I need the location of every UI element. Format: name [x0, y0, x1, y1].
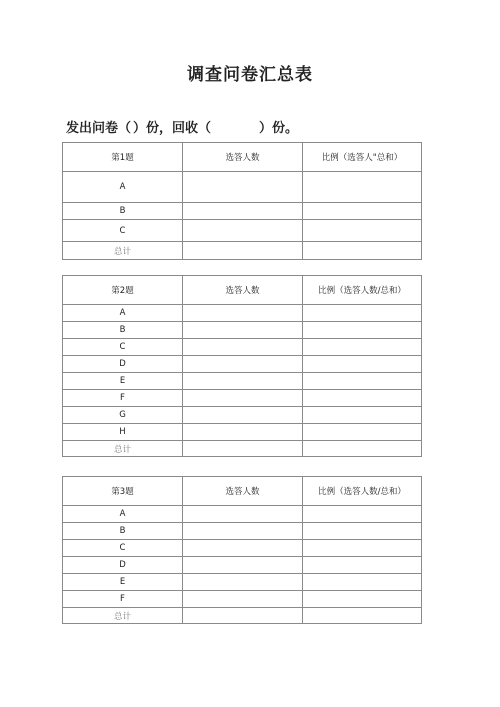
respondents-header: 选答人数	[183, 477, 303, 506]
ratio-cell[interactable]	[303, 356, 422, 373]
table-row	[63, 220, 422, 242]
respondents-cell[interactable]	[183, 373, 303, 390]
respondents-cell[interactable]	[183, 591, 303, 608]
ratio-header: 比例（选答人"总和）	[303, 143, 422, 172]
ratio-cell[interactable]	[303, 424, 422, 441]
question-3-table	[62, 476, 422, 624]
option-label: D	[63, 356, 183, 373]
option-label: G	[63, 407, 183, 424]
respondents-cell[interactable]	[183, 203, 303, 220]
respondents-cell[interactable]	[183, 322, 303, 339]
ratio-cell[interactable]	[303, 373, 422, 390]
question-label: 第2题	[63, 276, 183, 305]
table-row	[63, 172, 422, 203]
ratio-cell[interactable]	[303, 407, 422, 424]
option-label: F	[63, 591, 183, 608]
option-label: C	[63, 339, 183, 356]
option-label: H	[63, 424, 183, 441]
table-row	[63, 591, 422, 608]
option-label: E	[63, 373, 183, 390]
ratio-cell[interactable]	[303, 220, 422, 242]
option-label: F	[63, 390, 183, 407]
table-row	[63, 356, 422, 373]
table-row	[63, 506, 422, 523]
option-label: D	[63, 557, 183, 574]
ratio-cell[interactable]	[303, 523, 422, 540]
table-row	[63, 523, 422, 540]
respondents-cell[interactable]	[183, 523, 303, 540]
question-label: 第3题	[63, 477, 183, 506]
table-header-row	[63, 276, 422, 305]
respondents-cell[interactable]	[183, 305, 303, 322]
respondents-cell[interactable]	[183, 540, 303, 557]
question-2-table	[62, 275, 422, 457]
total-label: 总计	[63, 441, 183, 457]
ratio-header: 比例（选答人数/总和）	[303, 477, 422, 506]
ratio-cell[interactable]	[303, 322, 422, 339]
table-row	[63, 557, 422, 574]
ratio-cell[interactable]	[303, 540, 422, 557]
ratio-total-cell[interactable]	[303, 441, 422, 457]
option-label: B	[63, 203, 183, 220]
option-label: C	[63, 220, 183, 242]
option-label: A	[63, 305, 183, 322]
issued-prefix: 发出问卷（	[66, 121, 132, 136]
ratio-cell[interactable]	[303, 305, 422, 322]
table-header-row	[63, 143, 422, 172]
respondents-cell[interactable]	[183, 339, 303, 356]
ratio-cell[interactable]	[303, 574, 422, 591]
question-label: 第1题	[63, 143, 183, 172]
option-label: A	[63, 172, 183, 203]
total-row	[63, 608, 422, 624]
table-row	[63, 424, 422, 441]
table-row	[63, 407, 422, 424]
respondents-cell[interactable]	[183, 557, 303, 574]
option-label: E	[63, 574, 183, 591]
respondents-cell[interactable]	[183, 506, 303, 523]
ratio-total-cell[interactable]	[303, 608, 422, 624]
collected-suffix: ）份。	[259, 121, 299, 136]
ratio-cell[interactable]	[303, 172, 422, 203]
ratio-cell[interactable]	[303, 339, 422, 356]
total-label: 总计	[63, 242, 183, 260]
table-row	[63, 373, 422, 390]
table-row	[63, 339, 422, 356]
respondents-cell[interactable]	[183, 390, 303, 407]
table-row	[63, 322, 422, 339]
respondents-header: 选答人数	[183, 143, 303, 172]
respondents-cell[interactable]	[183, 172, 303, 203]
option-label: C	[63, 540, 183, 557]
total-row	[63, 441, 422, 457]
option-label: B	[63, 322, 183, 339]
option-label: B	[63, 523, 183, 540]
ratio-cell[interactable]	[303, 203, 422, 220]
respondents-cell[interactable]	[183, 574, 303, 591]
table-row	[63, 203, 422, 220]
document-title: 调查问卷汇总表	[187, 65, 313, 85]
total-label: 总计	[63, 608, 183, 624]
respondents-header: 选答人数	[183, 276, 303, 305]
issued-suffix: ）份，回收（	[133, 121, 212, 136]
ratio-cell[interactable]	[303, 591, 422, 608]
question-1-table	[62, 142, 422, 260]
respondents-cell[interactable]	[183, 407, 303, 424]
questionnaire-count-line	[66, 117, 298, 136]
ratio-total-cell[interactable]	[303, 242, 422, 260]
respondents-total-cell[interactable]	[183, 608, 303, 624]
table-row	[63, 390, 422, 407]
respondents-total-cell[interactable]	[183, 242, 303, 260]
table-header-row	[63, 477, 422, 506]
table-row	[63, 305, 422, 322]
ratio-header: 比例（选答人数/总和）	[303, 276, 422, 305]
respondents-total-cell[interactable]	[183, 441, 303, 457]
total-row	[63, 242, 422, 260]
ratio-cell[interactable]	[303, 557, 422, 574]
ratio-cell[interactable]	[303, 390, 422, 407]
respondents-cell[interactable]	[183, 220, 303, 242]
table-row	[63, 540, 422, 557]
respondents-cell[interactable]	[183, 424, 303, 441]
respondents-cell[interactable]	[183, 356, 303, 373]
option-label: A	[63, 506, 183, 523]
table-row	[63, 574, 422, 591]
ratio-cell[interactable]	[303, 506, 422, 523]
